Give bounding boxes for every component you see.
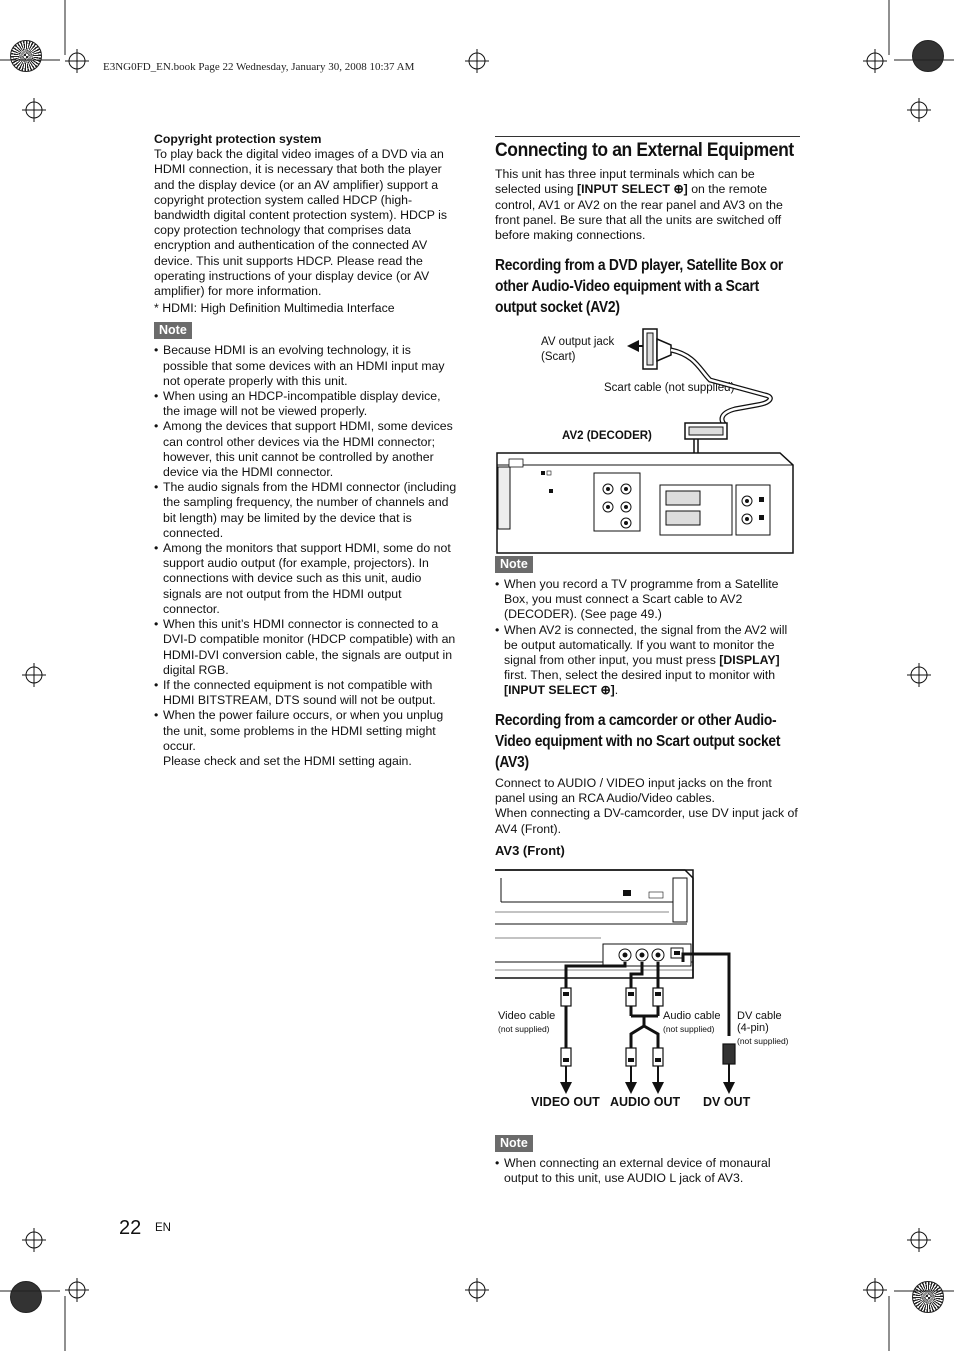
note-badge: Note bbox=[495, 556, 533, 573]
rca-plug-icon bbox=[626, 988, 636, 1006]
page-title: Connecting to an External Equipment bbox=[495, 140, 794, 161]
section-heading-av3: Recording from a camcorder or other Audio-Video equipment with no Scart output socket (AV3) bbox=[495, 712, 781, 771]
arrow-down-icon bbox=[625, 1082, 637, 1094]
note-badge: Note bbox=[495, 1135, 533, 1152]
arrow-icon bbox=[627, 340, 639, 352]
av3-section bbox=[495, 710, 800, 858]
scart-plug-icon bbox=[685, 423, 727, 439]
rca-plug-icon bbox=[561, 988, 571, 1006]
list-item: • If the connected equipment is not compatible with HDMI BITSTREAM, DTS sound will not be output. bbox=[154, 678, 459, 708]
list-item bbox=[154, 708, 459, 769]
scart-connection-diagram bbox=[495, 325, 805, 555]
av3-front-label: AV3 (Front) bbox=[495, 842, 565, 858]
intro-paragraph bbox=[495, 167, 800, 243]
video-cable-not-supplied: (not supplied) bbox=[498, 1024, 550, 1034]
list-item: • Among the devices that support HDMI, some devices can control other devices via the HDMI connector; however, this unit cannot be controlled by another device via the HDMI connector. bbox=[154, 419, 459, 480]
list-item: • When connecting an external device of monaural output to this unit, use AUDIO L jack of AV3. bbox=[495, 1156, 800, 1186]
dv-cable-not-supplied: (not supplied) bbox=[737, 1036, 789, 1046]
rca-plug-icon bbox=[626, 1048, 636, 1066]
dv-cable-pin-label: (4-pin) bbox=[737, 1022, 769, 1034]
note-text-cont: first. Then, select the desired input to monitor with bbox=[504, 668, 776, 683]
dv-plug-icon bbox=[723, 1044, 735, 1064]
list-item-text: When the power failure occurs, or when you unplug the unit, some problems in the HDMI setting might occur. bbox=[163, 708, 444, 753]
list-item: • When this unit’s HDMI connector is connected to a DVI-D compatible monitor (HDCP compatible) with an HDMI-DVI conversion cable, the signals are output in digital RGB. bbox=[154, 617, 459, 678]
list-item: • When you record a TV programme from a Satellite Box, you must connect a Scart cable to AV2 (DECODER). (See page 49.) bbox=[495, 577, 800, 623]
list-item: • The audio signals from the HDMI connector (including the sampling frequency, the number of channels and bit length) may be limited by the device that is connected. bbox=[154, 480, 459, 541]
right-column bbox=[495, 136, 800, 318]
list-item: • When using an HDCP-incompatible display device, the image will not be viewed properly. bbox=[154, 389, 459, 419]
arrow-down-icon bbox=[652, 1082, 664, 1094]
list-item: • Among the monitors that support HDMI, some do not support audio output (for example, projectors). In connections with device such as this unit, audio signals are not output from the HDMI output connector. bbox=[154, 541, 459, 617]
video-cable-label: Video cable bbox=[498, 1010, 556, 1022]
display-button-label: [DISPLAY] bbox=[719, 653, 780, 668]
input-select-label: [INPUT SELECT ⊕] bbox=[504, 683, 615, 698]
intro-text: This unit has three input terminals which can be selected using bbox=[495, 167, 755, 197]
rca-plug-icon bbox=[653, 1048, 663, 1066]
note-text: When AV2 is connected, the signal from the AV2 will be output automatically. If you want to monitor the signal from other input, you must press bbox=[504, 622, 788, 668]
list-item-extra: Please check and set the HDMI setting again. bbox=[163, 753, 412, 768]
av3-notes bbox=[495, 1135, 800, 1186]
page-number: 22 bbox=[119, 1217, 142, 1239]
arrow-down-icon bbox=[560, 1082, 572, 1094]
arrow-down-icon bbox=[723, 1082, 735, 1094]
note-badge: Note bbox=[154, 322, 192, 339]
copyright-heading: Copyright protection system bbox=[154, 132, 322, 146]
note-text-end: . bbox=[614, 683, 619, 698]
av3-body: Connect to AUDIO / VIDEO input jacks on the front panel using an RCA Audio/Video cables. When connecting a DV-camcorder, use DV input jack of AV4 (Front). bbox=[495, 776, 798, 836]
intro-text-cont: on the remote control, AV1 or AV2 on the rear panel and AV3 on the front panel. Be sure that all the units are switched off before making connections. bbox=[495, 182, 783, 243]
copyright-body: To play back the digital video images of a DVD via an HDMI connection, it is necessary that both the player and the display device (or an AV amplifier) support a copyright protection system called HDCP (high-bandwidth digital content protection system). HDCP is copy protection technology that comprises data encryption and authentication of the connected AV device. This unit supports HDCP. Please read the operating instructions of your display device (or AV amplifier) for more information. bbox=[154, 147, 447, 299]
video-out-label: VIDEO OUT bbox=[531, 1095, 600, 1109]
audio-cable-not-supplied: (not supplied) bbox=[663, 1024, 715, 1034]
av-output-jack-label: AV output jack bbox=[541, 336, 615, 348]
scart-cable-label: Scart cable (not supplied) bbox=[604, 382, 735, 394]
av2-notes bbox=[495, 556, 800, 699]
av2-notes-list bbox=[495, 577, 800, 699]
front-panel-diagram bbox=[493, 866, 803, 1106]
front-panel-illustration bbox=[495, 870, 693, 978]
language-code: EN bbox=[155, 1222, 171, 1234]
list-item bbox=[495, 623, 800, 699]
scart-plug-icon bbox=[643, 329, 671, 369]
rear-panel-illustration bbox=[497, 453, 793, 553]
audio-cable-label: Audio cable bbox=[663, 1010, 721, 1022]
audio-out-label: AUDIO OUT bbox=[610, 1095, 681, 1109]
list-item: • Because HDMI is an evolving technology, it is possible that some devices with an HDMI input may not operate properly with this unit. bbox=[154, 343, 459, 389]
scart-label: (Scart) bbox=[541, 351, 576, 363]
print-header: E3NG0FD_EN.book Page 22 Wednesday, January 30, 2008 10:37 AM bbox=[103, 61, 415, 73]
dv-cable-label: DV cable bbox=[737, 1010, 782, 1022]
av2-decoder-label: AV2 (DECODER) bbox=[562, 430, 652, 442]
rca-plug-icon bbox=[653, 988, 663, 1006]
av3-notes-list bbox=[495, 1156, 800, 1186]
section-rule bbox=[495, 136, 800, 137]
section-heading-av2: Recording from a DVD player, Satellite Box or other Audio-Video equipment with a Scart output socket (AV2) bbox=[495, 257, 784, 317]
hdmi-notes-list bbox=[154, 343, 459, 769]
hdmi-footnote: * HDMI: High Definition Multimedia Interface bbox=[154, 301, 395, 316]
dv-out-label: DV OUT bbox=[703, 1095, 751, 1109]
rca-plug-icon bbox=[561, 1048, 571, 1066]
input-select-label: [INPUT SELECT ⊕] bbox=[577, 182, 688, 197]
left-column bbox=[154, 132, 459, 769]
